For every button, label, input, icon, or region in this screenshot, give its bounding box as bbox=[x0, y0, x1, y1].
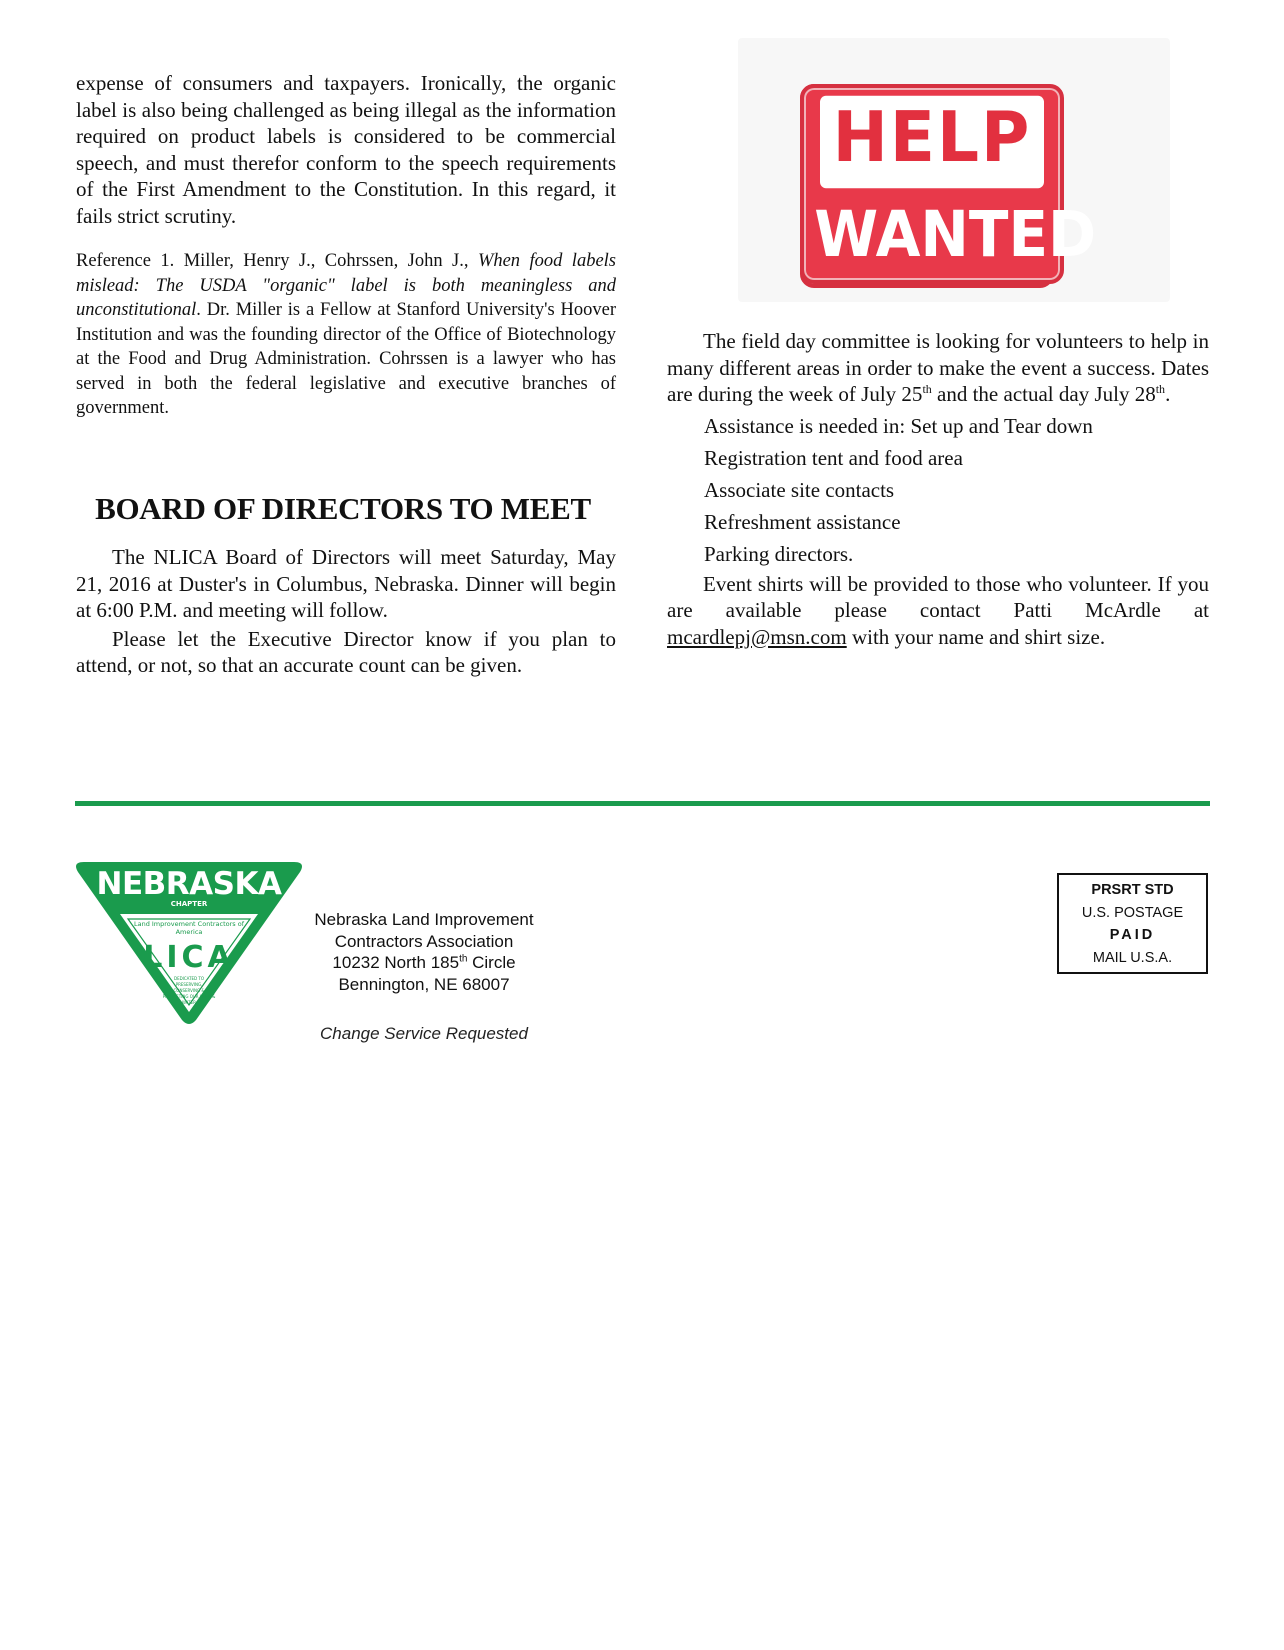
address-line-4: Bennington, NE 68007 bbox=[338, 974, 510, 994]
assistance-item: Parking directors. bbox=[704, 541, 854, 566]
permit-line-2: U.S. POSTAGE bbox=[1081, 904, 1184, 921]
return-address bbox=[296, 909, 552, 995]
nlica-logo bbox=[72, 862, 306, 1026]
help-wanted-sign-body bbox=[800, 84, 1097, 284]
logo-chapter: CHAPTER bbox=[170, 900, 208, 908]
logo-acronym: LICA bbox=[143, 940, 235, 975]
assistance-list bbox=[667, 413, 1209, 567]
contact-email-link[interactable]: mcardlepj@msn.com bbox=[667, 624, 847, 649]
board-paragraph-1: The NLICA Board of Directors will meet Saturday, May 21, 2016 at Duster's in Columbus, Nebraska. Dinner will begin at 6:00 P.M. and meeting will follow. bbox=[76, 545, 616, 622]
section-divider bbox=[75, 801, 1210, 806]
assistance-item: Associate site contacts bbox=[704, 477, 895, 502]
address-line-3-sup: th bbox=[459, 953, 468, 965]
address-line-3-a: 10232 North 185 bbox=[332, 953, 460, 972]
assistance-item: Refreshment assistance bbox=[704, 509, 901, 534]
sign-help-text: HELP bbox=[820, 96, 1044, 188]
left-column bbox=[76, 70, 616, 421]
address-line-2: Contractors Association bbox=[334, 931, 514, 951]
postage-permit-box bbox=[1057, 873, 1208, 974]
address-line-3 bbox=[296, 952, 552, 974]
reference-title: When food labels mislead: The USDA "organic" label is both meaningless and unconstitutional bbox=[76, 251, 616, 320]
article-end-paragraph: expense of consumers and taxpayers. Ironically, the organic label is also being challenged as being illegal as the information required on product labels is considered to be commercial speech, and must therefor conform to the speech requirements of the First Amendment to the Constitution. In this regard, it fails strict scrutiny. bbox=[76, 71, 616, 228]
logo-state-name: NEBRASKA bbox=[96, 866, 282, 902]
address-line-3-b: Circle bbox=[467, 953, 516, 972]
board-heading: BOARD OF DIRECTORS TO MEET bbox=[95, 491, 591, 526]
right-column bbox=[667, 328, 1209, 650]
intro-text-c: . bbox=[1165, 382, 1171, 406]
intro-sup-a: th bbox=[922, 382, 932, 396]
board-paragraph-2: Please let the Executive Director know if you plan to attend, or not, so that an accurate count can be given. bbox=[76, 626, 616, 677]
volunteer-intro bbox=[667, 328, 1209, 408]
service-requested: Change Service Requested bbox=[320, 1024, 528, 1043]
intro-sup-b: th bbox=[1155, 382, 1166, 396]
intro-text-a: The field day committee is looking for volunteers to help in many different areas in order to make the event a success. Dates are during the week of July 25 bbox=[667, 329, 1209, 406]
reference-suffix: . Dr. Miller is a Fellow at Stanford University's Hoover Institution and was the founding director of the Office of Biotechnology at the Food and Drug Administration. Cohrssen is a lawyer who has served in both the federal legislative and executive branches of government. bbox=[76, 300, 616, 418]
permit-line-1: PRSRT STD bbox=[1091, 882, 1174, 898]
volunteer-contact bbox=[667, 571, 1209, 651]
permit-line-4: MAIL U.S.A. bbox=[1092, 949, 1173, 966]
logo-tagline: DEDICATED TO PRESERVING, CONSERVING & PROTECTING OUR LAND & WATER bbox=[162, 976, 216, 1005]
board-section bbox=[76, 544, 616, 679]
sign-wanted-text: WANTED bbox=[814, 198, 1097, 271]
reference-prefix: Reference 1. Miller, Henry J., Cohrssen, John J., bbox=[76, 251, 478, 271]
assistance-item: Assistance is needed in: Set up and Tear down bbox=[704, 413, 1093, 438]
shirts-text-end: with your name and shirt size. bbox=[846, 624, 1106, 649]
address-line-1: Nebraska Land Improvement bbox=[314, 910, 534, 929]
reference-paragraph bbox=[76, 249, 616, 421]
logo-org-name: Land Improvement Contractors of America bbox=[133, 920, 245, 936]
shirts-text: Event shirts will be provided to those who volunteer. If you are available please contact Patti McArdle at bbox=[667, 571, 1209, 622]
permit-line-3: PAID bbox=[1109, 927, 1156, 943]
assistance-item: Registration tent and food area bbox=[704, 445, 963, 470]
intro-text-b: and the actual day July 28 bbox=[931, 382, 1156, 406]
